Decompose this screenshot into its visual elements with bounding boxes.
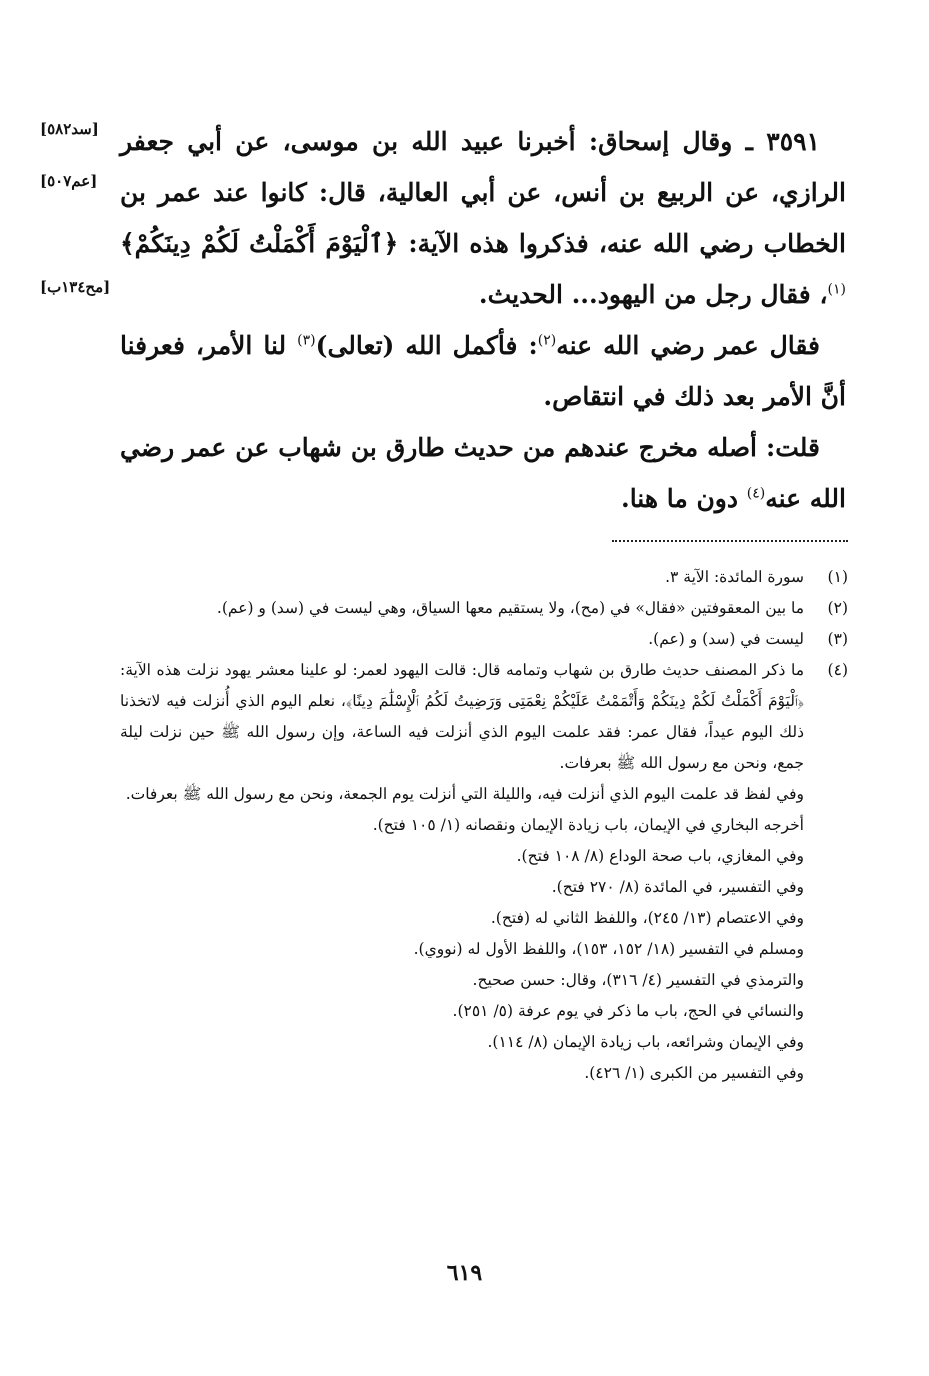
footnote-text: سورة المائدة: الآية ٣. — [665, 568, 804, 586]
source-references — [120, 810, 848, 1089]
source-reference: وفي الاعتصام (١٣/ ٢٤٥)، واللفظ الثاني له (فتح). — [490, 909, 804, 927]
source-reference: وفي المغازي، باب صحة الوداع (٨/ ١٠٨ فتح). — [516, 847, 804, 865]
umar-text-b: : فأكمل الله (تعالى) — [315, 331, 538, 360]
margin-ref-mh: [مح١٣٤ب] — [40, 278, 111, 296]
margin-ref-am: [عم٥٠٧] — [40, 172, 98, 190]
page-number: ٦١٩ — [446, 1260, 483, 1286]
umar-paragraph — [120, 320, 846, 422]
footnote-label: (١) — [827, 568, 848, 586]
footnote-2 — [120, 593, 848, 624]
main-text — [120, 116, 846, 524]
footnote-3 — [120, 624, 848, 655]
footnote-label: (٢) — [827, 599, 848, 617]
footnote-label: (٤) — [827, 661, 848, 679]
footnote-ref-2: (٢) — [537, 332, 557, 349]
footnote-4 — [120, 655, 848, 810]
hadith-tail: ، فقال رجل من اليهود... الحديث. — [478, 280, 828, 309]
footnote-ref-4: (٤) — [746, 485, 766, 502]
qultu-paragraph — [120, 422, 846, 524]
hadith-number: ٣٥٩١ — [766, 127, 820, 156]
source-reference: وفي التفسير، في المائدة (٨/ ٢٧٠ فتح). — [551, 878, 804, 896]
source-reference: والترمذي في التفسير (٤/ ٣١٦)، وقال: حسن صحيح. — [472, 971, 804, 989]
source-reference: والنسائي في الحج، باب ما ذكر في يوم عرفة (٥/ ٢٥١). — [452, 1002, 804, 1020]
footnote-text-second: وفي لفظ قد علمت اليوم الذي أنزلت فيه، والليلة التي أنزلت يوم الجمعة، ونحن مع رسول الله ﷺ بعرفات. — [125, 785, 804, 803]
footnote-ref-1: (١) — [827, 281, 846, 298]
footnote-text: ليست في (سد) و (عم). — [648, 630, 804, 648]
source-reference: وفي الإيمان وشرائعه، باب زيادة الإيمان (٨/ ١١٤). — [487, 1033, 804, 1051]
footnote-ref-3: (٣) — [297, 332, 316, 349]
footnote-1 — [120, 562, 848, 593]
hadith-text: ـ وقال إسحاق: أخبرنا عبيد الله بن موسى، عن أبي جعفر الرازي، عن الربيع بن أنس، عن أبي العالية، قال: كانوا عند عمر بن الخطاب رضي الله عنه، فذكروا هذه الآية: ﴿ٱلْيَوْمَ أَكْمَلْتُ لَكُمْ دِينَكُمْ﴾ — [120, 127, 846, 258]
footnotes — [120, 562, 848, 1089]
source-reference: أخرجه البخاري في الإيمان، باب زيادة الإيمان ونقصانه (١/ ١٠٥ فتح). — [372, 816, 804, 834]
hadith-paragraph — [120, 116, 846, 320]
footnote-text: ما بين المعقوفتين «فقال» في (مح)، ولا يستقيم معها السياق، وهي ليست في (سد) و (عم). — [216, 599, 804, 617]
source-reference: وفي التفسير من الكبرى (١/ ٤٢٦). — [584, 1064, 804, 1082]
footnote-label: (٣) — [827, 630, 848, 648]
umar-text-a: فقال عمر رضي الله عنه — [556, 331, 821, 360]
footnote-separator — [612, 540, 848, 542]
qultu-text-a: قلت: أصله مخرج عندهم من حديث طارق بن شهاب عن عمر رضي الله عنه — [120, 433, 846, 513]
qultu-text-b: دون ما هنا. — [620, 484, 747, 513]
margin-ref-sd: [سد٥٨٢] — [40, 120, 99, 138]
source-reference: ومسلم في التفسير (١٨/ ١٥٢، ١٥٣)، واللفظ الأول له (نووي). — [413, 940, 804, 958]
umar-text-c: لنا الأمر، فعرفنا أنَّ الأمر بعد ذلك في انتقاص. — [120, 331, 846, 411]
footnote-text: ما ذكر المصنف حديث طارق بن شهاب وتمامه قال: قالت اليهود لعمر: لو علينا معشر يهود نزلت هذه الآية: ﴿ٱلْيَوْمَ أَكْمَلْتُ لَكُمْ دِينَكُمْ وَأَتْمَمْتُ عَلَيْكُمْ نِعْمَتِى وَرَضِيتُ لَكُمُ ٱلْإِسْلَٰمَ دِينًا﴾، نعلم اليوم الذي أُنزلت فيه لاتخذنا ذلك اليوم عيداً، فقال عمر: فقد علمت اليوم الذي أنزلت فيه الساعة، وإن رسول الله ﷺ حين نزلت ليلة جمع، ونحن مع رسول الله ﷺ بعرفات. — [120, 661, 804, 772]
